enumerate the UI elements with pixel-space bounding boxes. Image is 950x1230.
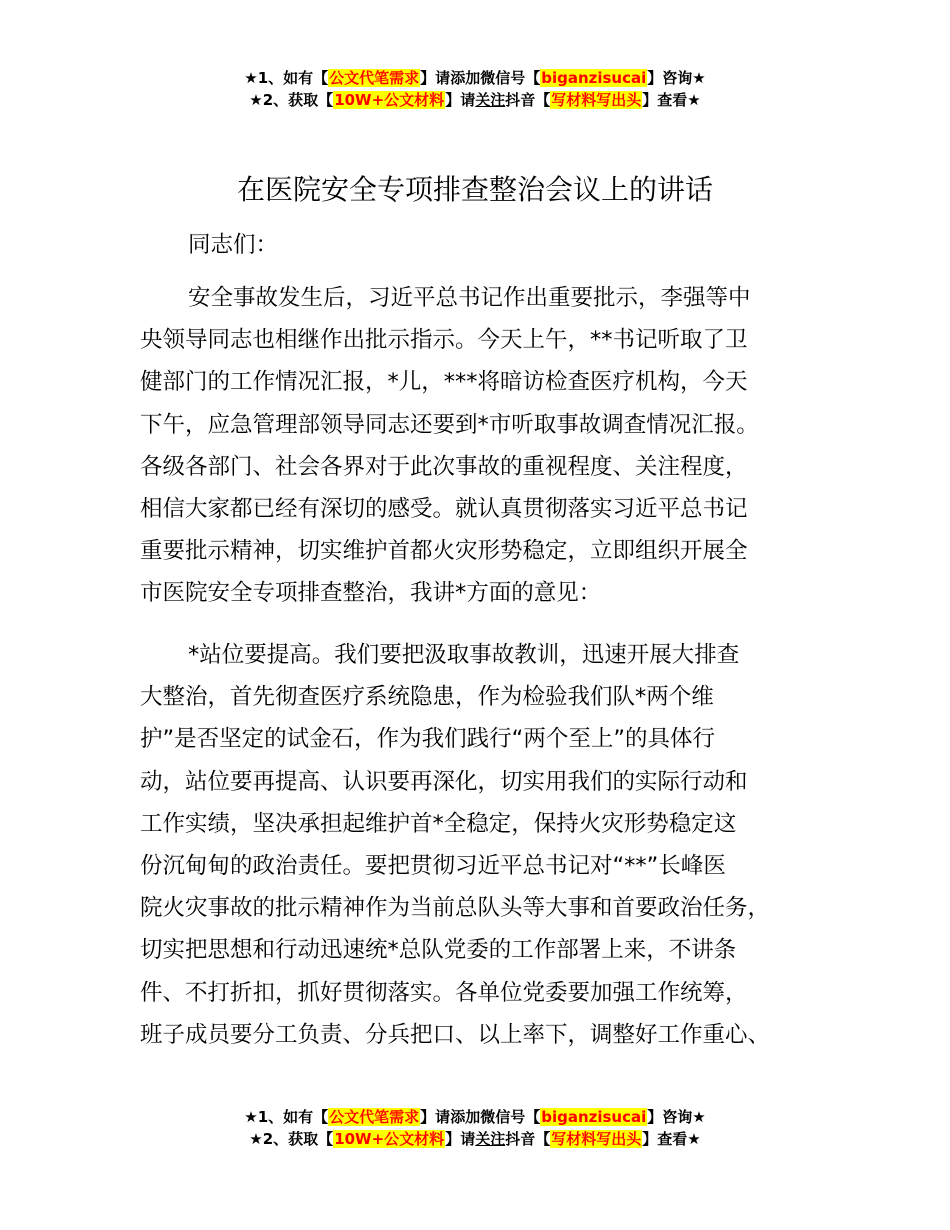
paragraph-1 [140, 277, 832, 615]
banner-text: 2、获取【 [262, 91, 334, 109]
banner-text: 】请 [445, 1130, 476, 1148]
banner-text: 微信号【 [480, 69, 541, 87]
top-banner [0, 67, 950, 111]
banner-text: 】查看★ [642, 1130, 701, 1148]
star-icon: ★ [249, 91, 263, 109]
paragraph-line: 各级各部门、社会各界对于此次事故的重视程度、关注程度， [140, 453, 748, 480]
paragraph-line: 安全事故发生后，习近平总书记作出重要批示，李强等中 [188, 285, 751, 311]
star-icon: ★ [244, 1108, 258, 1126]
banner-text: 】请 [420, 69, 451, 87]
document-title: 在医院安全专项排查整治会议上的讲话 [236, 173, 713, 206]
banner-text: 微信号【 [480, 1108, 541, 1126]
paragraph-line: 市医院安全专项排查整治，我讲*方面的意见： [140, 580, 602, 607]
banner-text: 】请 [445, 91, 476, 109]
paragraph-line: 切实把思想和行动迅速统*总队党委的工作部署上来，不讲条 [140, 937, 737, 964]
highlight-douyin-account: 写材料写出头 [551, 1130, 642, 1148]
paragraph-line: 重要批示精神，切实维护首都火灾形势稳定，立即组织开展全 [140, 538, 748, 565]
banner-text: 】请 [420, 1108, 451, 1126]
paragraph-line: 护”是否坚定的试金石，作为我们践行“两个至上”的具体行 [140, 726, 715, 753]
banner-emphasis: 关注 [475, 1130, 506, 1148]
star-icon: ★ [244, 69, 258, 87]
banner-emphasis: 关注 [475, 91, 506, 109]
banner-emphasis: 添加 [450, 1108, 481, 1126]
paragraph-line: *站位要提高。我们要把汲取事故教训，迅速开展大排查 [188, 642, 740, 668]
banner-line-1 [0, 67, 950, 89]
highlight-wechat-id: biganzisucai [541, 1108, 647, 1126]
banner-text: 1、如有【 [257, 1108, 329, 1126]
paragraph-line: 相信大家都已经有深切的感受。就认真贯彻落实习近平总书记 [140, 496, 748, 523]
salutation: 同志们： [188, 232, 279, 258]
paragraph-2 [140, 634, 832, 1056]
paragraph-line: 动，站位要再提高、认识要再深化，切实用我们的实际行动和 [140, 768, 748, 795]
highlight-service: 公文代笔需求 [329, 69, 420, 87]
paragraph-line: 件、不打折扣，抓好贯彻落实。各单位党委要加强工作统筹， [140, 979, 748, 1006]
banner-line-2 [0, 1128, 950, 1150]
highlight-materials: 10W+公文材料 [334, 91, 445, 109]
banner-line-1 [0, 1106, 950, 1128]
paragraph-line: 院火灾事故的批示精神作为当前总队头等大事和首要政治任务， [140, 895, 771, 922]
banner-text: 】查看★ [642, 91, 701, 109]
paragraph-line: 健部门的工作情况汇报，*儿，***将暗访检查医疗机构，今天 [140, 369, 748, 396]
paragraph-line: 份沉甸甸的政治责任。要把贯彻习近平总书记对“**”长峰医 [140, 853, 726, 880]
highlight-materials: 10W+公文材料 [334, 1130, 445, 1148]
paragraph-line: 工作实绩，坚决承担起维护首*全稳定，保持火灾形势稳定这 [140, 810, 737, 837]
paragraph-line: 大整治，首先彻查医疗系统隐患，作为检验我们队*两个维 [140, 684, 714, 711]
banner-text: 抖音【 [505, 1130, 551, 1148]
banner-text: 】咨询★ [647, 1108, 706, 1126]
paragraph-line: 央领导同志也相继作出批示指示。今天上午，**书记听取了卫 [140, 327, 748, 354]
banner-text: 】咨询★ [647, 69, 706, 87]
paragraph-line: 下午，应急管理部领导同志还要到*市听取事故调查情况汇报。 [140, 411, 759, 438]
banner-line-2 [0, 89, 950, 111]
highlight-service: 公文代笔需求 [329, 1108, 420, 1126]
banner-text: 1、如有【 [257, 69, 329, 87]
highlight-douyin-account: 写材料写出头 [551, 91, 642, 109]
highlight-wechat-id: biganzisucai [541, 69, 647, 87]
banner-text: 2、获取【 [262, 1130, 334, 1148]
paragraph-line: 班子成员要分工负责、分兵把口、以上率下，调整好工作重心、 [140, 1021, 771, 1048]
star-icon: ★ [249, 1130, 263, 1148]
banner-text: 抖音【 [505, 91, 551, 109]
bottom-banner [0, 1106, 950, 1150]
banner-emphasis: 添加 [450, 69, 481, 87]
